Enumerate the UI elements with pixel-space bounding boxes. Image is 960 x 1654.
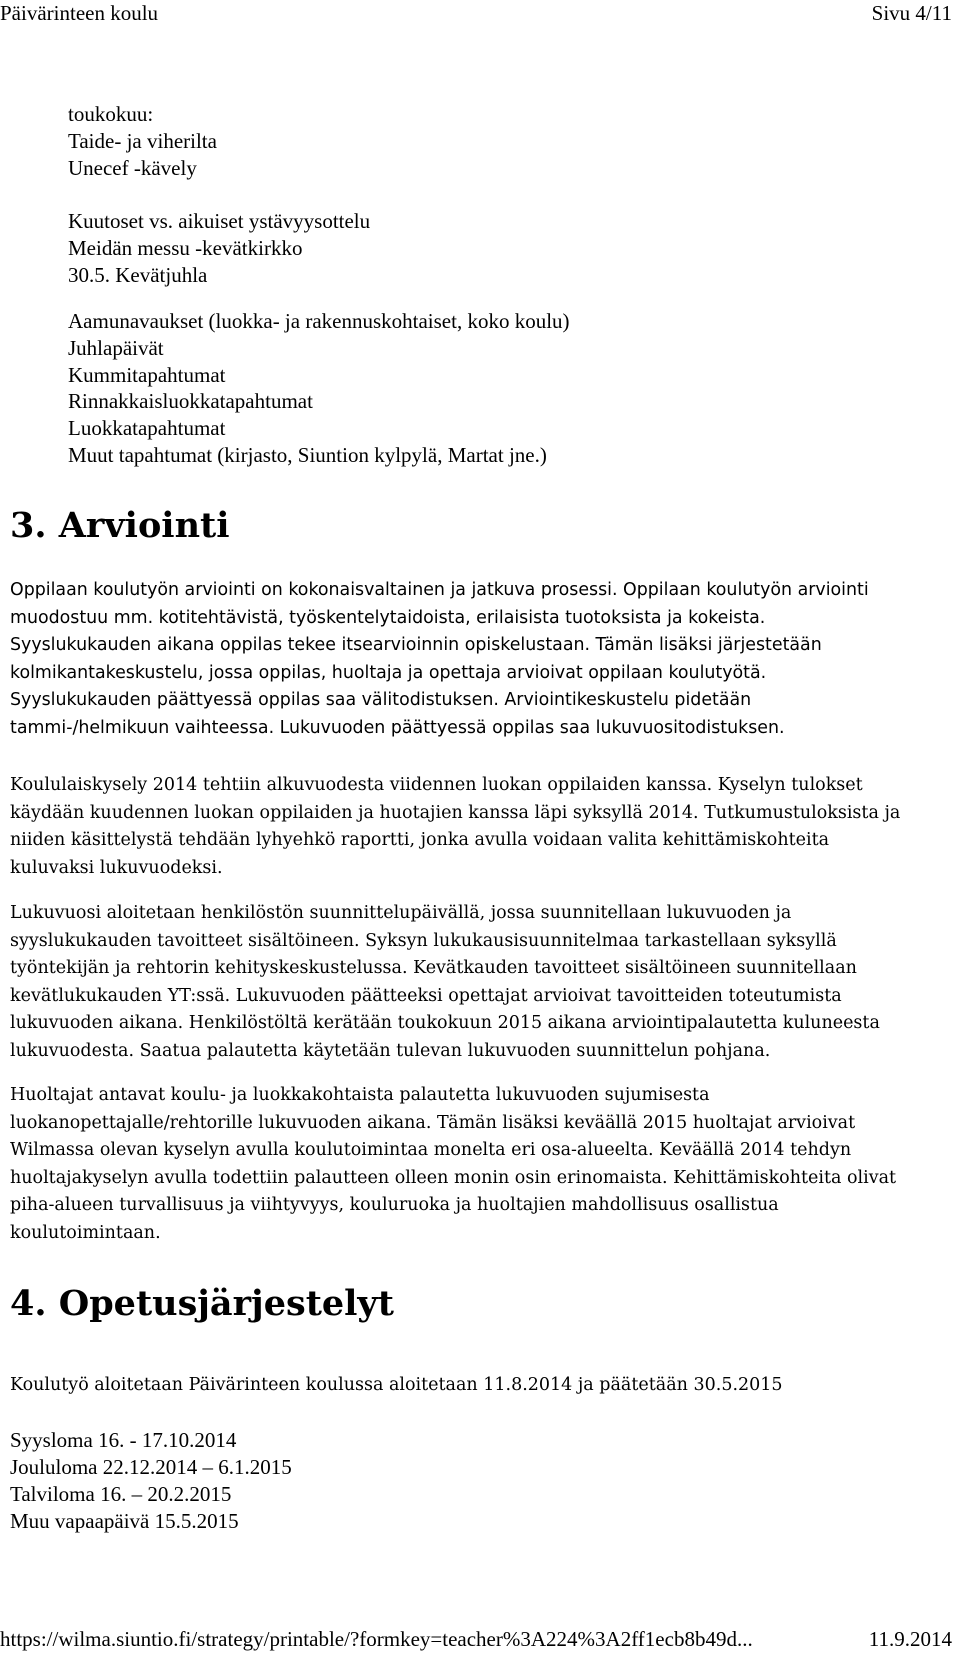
list-item: Unecef -kävely <box>68 155 197 180</box>
list-item: Muu vapaapäivä 15.5.2015 <box>10 1509 239 1533</box>
page-footer <box>0 1624 960 1654</box>
list-item: Luokkatapahtumat <box>68 416 226 441</box>
list-item: toukokuu: <box>68 102 154 126</box>
print-date: 11.9.2014 <box>868 1627 952 1651</box>
list-item: Meidän messu -kevätkirkko <box>68 235 303 260</box>
list-item: Aamunavaukset (luokka- ja rakennuskohtaiset, koko koulu) <box>68 309 570 333</box>
paragraph-arviointi-2: Koululaiskysely 2014 tehtiin alkuvuodesta viidennen luokan oppilaiden kanssa. Kyselyn tulokset käydään kuudennen luokan oppilaiden ja huotajien kanssa läpi syksyllä 2014. Tutkumustuloksista ja niiden käsittelystä tehdään lyhyehkö raportti, jonka avulla voidaan valita kehittämiskohteita kuluvaksi lukuvuodeksi. <box>10 775 901 878</box>
events-may-list <box>68 101 217 181</box>
source-url: https://wilma.siuntio.fi/strategy/printable/?formkey=teacher%3A224%3A2ff1ecb8b49d... <box>0 1627 753 1651</box>
list-item: Syysloma 16. - 17.10.2014 <box>10 1428 237 1452</box>
list-item: Juhlapäivät <box>68 335 164 360</box>
events-recurring-list <box>68 308 570 469</box>
paragraph-arviointi-1: Oppilaan koulutyön arviointi on kokonaisvaltainen ja jatkuva prosessi. Oppilaan koulutyön arviointi muodostuu mm. kotitehtävistä, työskentelytaidoista, erilaisista tuotoksista ja kokeista. Syyslukukauden aikana oppilas tekee itsearvioinnin opiskelustaan. Tämän lisäksi järjestetään kolmikantakeskustelu, jossa oppilas, huoltaja ja opettaja arvioivat oppilaan koulutyötä. Syyslukukauden päättyessä oppilas saa välitodistuksen. Arviointikeskustelu pidetään tammi-/helmikuun vaihteessa. Lukuvuoden päättyessä oppilas saa lukuvuositodistuksen. <box>10 580 869 738</box>
section-heading-arviointi: 3. Arviointi <box>10 505 230 546</box>
paragraph-arviointi-3: Lukuvuosi aloitetaan henkilöstön suunnittelupäivällä, jossa suunnitellaan lukuvuoden ja syyslukukauden tavoitteet sisältöineen. Syksyn lukukausisuunnitelmaa tarkastellaan syksyllä työntekijän ja rehtorin kehityskeskustelussa. Kevätkauden tavoitteet sisältöineen suunnitellaan kevätlukukauden YT:ssä. Lukuvuoden päätteeksi opettajat arvioivat tavoitteiden toteutumista lukuvuoden aikana. Henkilöstöltä kerätään toukokuun 2015 aikana arviointipalautetta kuluneesta lukuvuodesta. Saatua palautetta käytetään tulevan lukuvuoden suunnittelun pohjana. <box>10 903 880 1061</box>
list-item: Joululoma 22.12.2014 – 6.1.2015 <box>10 1455 292 1479</box>
list-item: Talviloma 16. – 20.2.2015 <box>10 1482 232 1506</box>
page-header <box>0 0 960 30</box>
paragraph-school-year: Koulutyö aloitetaan Päivärinteen koulussa aloitetaan 11.8.2014 ja päätetään 30.5.2015 <box>10 1375 783 1395</box>
list-item: Kuutoset vs. aikuiset ystävyysottelu <box>68 209 371 233</box>
events-misc-list <box>68 208 370 288</box>
page-number: Sivu 4/11 <box>871 1 952 25</box>
list-item: Rinnakkaisluokkatapahtumat <box>68 389 313 414</box>
paragraph-arviointi-4: Huoltajat antavat koulu- ja luokkakohtaista palautetta lukuvuoden sujumisesta luokanopettajalle/rehtorille lukuvuoden aikana. Tämän lisäksi keväällä 2015 huoltajat arvioivat Wilmassa olevan kyselyn avulla koulutoimintaa monelta eri osa-alueelta. Keväällä 2014 tehdyn huoltajakyselyn avulla todettiin palautteen olleen monin osin erinomaista. Kehittämiskohteita olivat piha-alueen turvallisuus ja viihtyvyys, kouluruoka ja huoltajien mahdollisuus osallistua koulutoimintaan. <box>10 1085 897 1243</box>
document-title: Päivärinteen koulu <box>0 1 159 25</box>
list-item: Muut tapahtumat (kirjasto, Siuntion kylpylä, Martat jne.) <box>68 442 547 467</box>
holidays-list <box>10 1427 292 1535</box>
list-item: Kummitapahtumat <box>68 362 226 387</box>
list-item: Taide- ja viherilta <box>68 128 217 153</box>
list-item: 30.5. Kevätjuhla <box>68 262 208 287</box>
section-heading-opetusjarjestelyt: 4. Opetusjärjestelyt <box>10 1283 394 1324</box>
